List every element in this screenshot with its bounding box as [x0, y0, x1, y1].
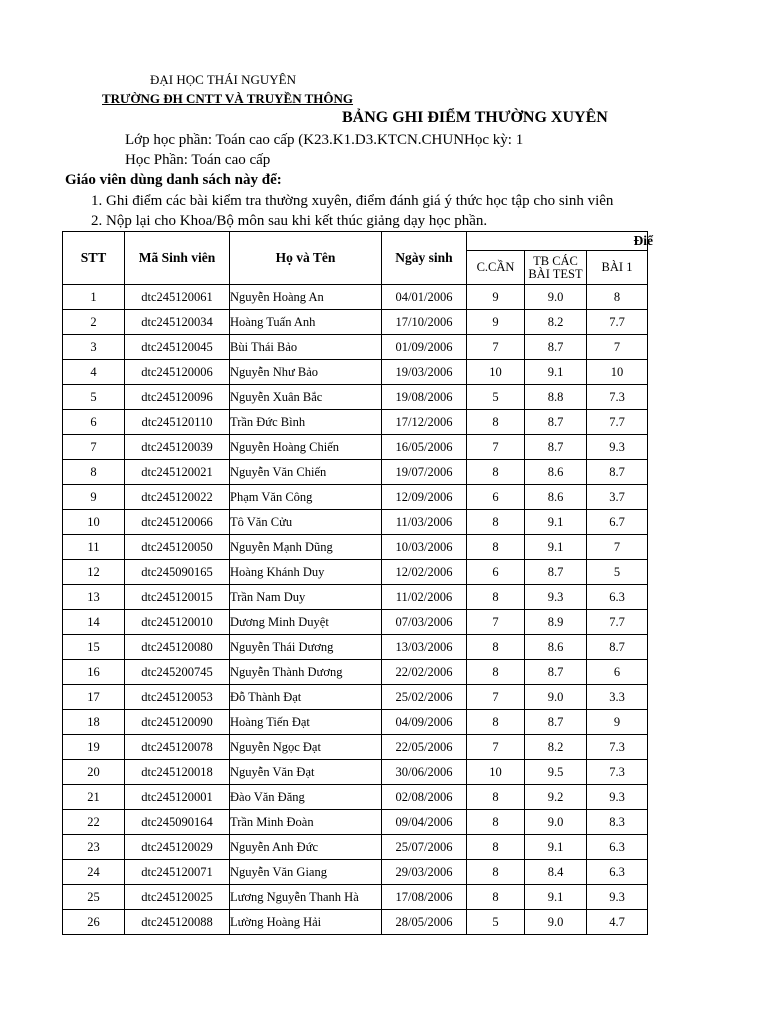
cell-student-id: dtc245120090 — [125, 710, 230, 735]
table-row — [63, 860, 648, 885]
cell-ccan: 7 — [467, 735, 525, 760]
table-row — [63, 285, 648, 310]
cell-dob: 12/09/2006 — [382, 485, 467, 510]
table-row — [63, 735, 648, 760]
cell-bai1: 4.7 — [587, 910, 648, 935]
header-name: Họ và Tên — [230, 232, 382, 285]
cell-bai1: 6.7 — [587, 510, 648, 535]
table-row — [63, 885, 648, 910]
cell-student-id: dtc245120015 — [125, 585, 230, 610]
table-row — [63, 910, 648, 935]
cell-name: Dương Minh Duyệt — [230, 610, 382, 635]
cell-ccan: 6 — [467, 560, 525, 585]
cell-student-id: dtc245120045 — [125, 335, 230, 360]
cell-stt: 12 — [63, 560, 125, 585]
cell-dob: 17/10/2006 — [382, 310, 467, 335]
cell-dob: 25/07/2006 — [382, 835, 467, 860]
cell-ccan: 9 — [467, 285, 525, 310]
cell-ccan: 8 — [467, 635, 525, 660]
table-row — [63, 760, 648, 785]
cell-ccan: 8 — [467, 460, 525, 485]
cell-student-id: dtc245120061 — [125, 285, 230, 310]
cell-bai1: 7.7 — [587, 410, 648, 435]
cell-name: Tô Văn Cửu — [230, 510, 382, 535]
cell-tb-test: 8.6 — [525, 635, 587, 660]
cell-name: Hoàng Tuấn Anh — [230, 310, 382, 335]
cell-bai1: 9.3 — [587, 785, 648, 810]
cell-stt: 20 — [63, 760, 125, 785]
cell-tb-test: 9.0 — [525, 285, 587, 310]
table-row — [63, 835, 648, 860]
cell-name: Nguyễn Thành Dương — [230, 660, 382, 685]
table-row — [63, 485, 648, 510]
header-dob: Ngày sinh — [382, 232, 467, 285]
instructions-heading: Giáo viên dùng danh sách này để: — [65, 172, 282, 188]
cell-tb-test: 8.4 — [525, 860, 587, 885]
header-tb-line2: BÀI TEST — [528, 266, 583, 281]
cell-stt: 4 — [63, 360, 125, 385]
cell-student-id: dtc245120010 — [125, 610, 230, 635]
cell-bai1: 9.3 — [587, 435, 648, 460]
cell-stt: 2 — [63, 310, 125, 335]
cell-stt: 7 — [63, 435, 125, 460]
cell-ccan: 8 — [467, 885, 525, 910]
cell-name: Trần Nam Duy — [230, 585, 382, 610]
cell-student-id: dtc245120053 — [125, 685, 230, 710]
table-row — [63, 685, 648, 710]
cell-name: Phạm Văn Công — [230, 485, 382, 510]
cell-dob: 02/08/2006 — [382, 785, 467, 810]
cell-bai1: 7 — [587, 335, 648, 360]
university-name: ĐẠI HỌC THÁI NGUYÊN — [150, 72, 296, 87]
cell-dob: 29/03/2006 — [382, 860, 467, 885]
table-row — [63, 310, 648, 335]
cell-ccan: 7 — [467, 685, 525, 710]
table-row — [63, 710, 648, 735]
cell-name: Nguyễn Mạnh Dũng — [230, 535, 382, 560]
cell-tb-test: 9.0 — [525, 685, 587, 710]
cell-dob: 04/09/2006 — [382, 710, 467, 735]
cell-ccan: 5 — [467, 385, 525, 410]
table-row — [63, 460, 648, 485]
cell-bai1: 10 — [587, 360, 648, 385]
cell-student-id: dtc245120006 — [125, 360, 230, 385]
cell-name: Nguyễn Văn Chiến — [230, 460, 382, 485]
cell-dob: 22/05/2006 — [382, 735, 467, 760]
cell-ccan: 8 — [467, 810, 525, 835]
header-stt: STT — [63, 232, 125, 285]
instruction-item: 1. Ghi điểm các bài kiểm tra thường xuyên, điểm đánh giá ý thức học tập cho sinh viên — [91, 193, 614, 209]
cell-ccan: 10 — [467, 360, 525, 385]
cell-stt: 15 — [63, 635, 125, 660]
cell-bai1: 5 — [587, 560, 648, 585]
cell-bai1: 7.3 — [587, 760, 648, 785]
header-bai1: BÀI 1 — [587, 251, 648, 285]
cell-dob: 30/06/2006 — [382, 760, 467, 785]
cell-ccan: 7 — [467, 335, 525, 360]
cell-bai1: 7.3 — [587, 385, 648, 410]
cell-student-id: dtc245090165 — [125, 560, 230, 585]
table-row — [63, 585, 648, 610]
cell-tb-test: 8.7 — [525, 560, 587, 585]
cell-ccan: 8 — [467, 710, 525, 735]
cell-stt: 19 — [63, 735, 125, 760]
cell-stt: 13 — [63, 585, 125, 610]
cell-student-id: dtc245120096 — [125, 385, 230, 410]
cell-bai1: 6.3 — [587, 835, 648, 860]
header-tb-line1: TB CÁC — [533, 253, 578, 268]
cell-bai1: 7.7 — [587, 310, 648, 335]
cell-stt: 18 — [63, 710, 125, 735]
cell-tb-test: 9.0 — [525, 910, 587, 935]
cell-dob: 04/01/2006 — [382, 285, 467, 310]
cell-bai1: 8.7 — [587, 460, 648, 485]
cell-dob: 19/03/2006 — [382, 360, 467, 385]
cell-name: Nguyễn Văn Giang — [230, 860, 382, 885]
cell-student-id: dtc245120050 — [125, 535, 230, 560]
cell-bai1: 9.3 — [587, 885, 648, 910]
table-row — [63, 385, 648, 410]
cell-ccan: 7 — [467, 610, 525, 635]
cell-dob: 12/02/2006 — [382, 560, 467, 585]
cell-stt: 14 — [63, 610, 125, 635]
cell-dob: 28/05/2006 — [382, 910, 467, 935]
table-row — [63, 360, 648, 385]
cell-dob: 19/08/2006 — [382, 385, 467, 410]
cell-dob: 17/08/2006 — [382, 885, 467, 910]
cell-ccan: 7 — [467, 435, 525, 460]
cell-student-id: dtc245120001 — [125, 785, 230, 810]
cell-student-id: dtc245120080 — [125, 635, 230, 660]
cell-name: Đỗ Thành Đạt — [230, 685, 382, 710]
cell-dob: 22/02/2006 — [382, 660, 467, 685]
class-info: Lớp học phần: Toán cao cấp (K23.K1.D3.KTCN.CHUNHọc kỳ: 1 — [125, 132, 524, 148]
cell-student-id: dtc245120088 — [125, 910, 230, 935]
table-row — [63, 635, 648, 660]
cell-tb-test: 9.1 — [525, 835, 587, 860]
cell-name: Đào Văn Đăng — [230, 785, 382, 810]
table-row — [63, 335, 648, 360]
cell-stt: 8 — [63, 460, 125, 485]
cell-tb-test: 8.7 — [525, 710, 587, 735]
cell-student-id: dtc245120078 — [125, 735, 230, 760]
cell-name: Bùi Thái Bảo — [230, 335, 382, 360]
cell-name: Trần Đức Bình — [230, 410, 382, 435]
cell-dob: 11/02/2006 — [382, 585, 467, 610]
cell-bai1: 7 — [587, 535, 648, 560]
cell-stt: 1 — [63, 285, 125, 310]
cell-name: Nguyễn Anh Đức — [230, 835, 382, 860]
cell-student-id: dtc245200745 — [125, 660, 230, 685]
table-row — [63, 810, 648, 835]
table-row — [63, 535, 648, 560]
cell-dob: 19/07/2006 — [382, 460, 467, 485]
cell-stt: 24 — [63, 860, 125, 885]
cell-bai1: 7.3 — [587, 735, 648, 760]
cell-stt: 22 — [63, 810, 125, 835]
cell-student-id: dtc245120029 — [125, 835, 230, 860]
cell-tb-test: 9.1 — [525, 360, 587, 385]
cell-stt: 17 — [63, 685, 125, 710]
cell-stt: 25 — [63, 885, 125, 910]
header-tb-test — [525, 251, 587, 285]
cell-student-id: dtc245120022 — [125, 485, 230, 510]
cell-ccan: 8 — [467, 510, 525, 535]
cell-student-id: dtc245120066 — [125, 510, 230, 535]
cell-bai1: 3.7 — [587, 485, 648, 510]
table-body — [63, 285, 648, 935]
cell-dob: 13/03/2006 — [382, 635, 467, 660]
cell-stt: 5 — [63, 385, 125, 410]
cell-tb-test: 8.8 — [525, 385, 587, 410]
cell-tb-test: 8.6 — [525, 460, 587, 485]
cell-bai1: 9 — [587, 710, 648, 735]
cell-bai1: 7.7 — [587, 610, 648, 635]
table-row — [63, 610, 648, 635]
cell-stt: 26 — [63, 910, 125, 935]
cell-student-id: dtc245120110 — [125, 410, 230, 435]
cell-name: Nguyễn Như Bảo — [230, 360, 382, 385]
cell-student-id: dtc245090164 — [125, 810, 230, 835]
table-row — [63, 435, 648, 460]
cell-tb-test: 9.1 — [525, 535, 587, 560]
cell-student-id: dtc245120025 — [125, 885, 230, 910]
cell-ccan: 8 — [467, 785, 525, 810]
cell-tb-test: 9.1 — [525, 885, 587, 910]
cell-name: Nguyễn Thái Dương — [230, 635, 382, 660]
cell-tb-test: 9.5 — [525, 760, 587, 785]
cell-tb-test: 8.2 — [525, 310, 587, 335]
cell-name: Hoàng Khánh Duy — [230, 560, 382, 585]
cell-student-id: dtc245120018 — [125, 760, 230, 785]
cell-ccan: 8 — [467, 860, 525, 885]
cell-tb-test: 8.7 — [525, 335, 587, 360]
cell-bai1: 8.3 — [587, 810, 648, 835]
cell-ccan: 8 — [467, 835, 525, 860]
school-name: TRƯỜNG ĐH CNTT VÀ TRUYỀN THÔNG — [102, 91, 354, 106]
cell-student-id: dtc245120071 — [125, 860, 230, 885]
table-row — [63, 560, 648, 585]
table-row — [63, 410, 648, 435]
cell-bai1: 6 — [587, 660, 648, 685]
cell-student-id: dtc245120021 — [125, 460, 230, 485]
cell-name: Nguyễn Xuân Bắc — [230, 385, 382, 410]
cell-stt: 6 — [63, 410, 125, 435]
cell-stt: 11 — [63, 535, 125, 560]
cell-stt: 21 — [63, 785, 125, 810]
cell-name: Hoàng Tiến Đạt — [230, 710, 382, 735]
cell-tb-test: 8.9 — [525, 610, 587, 635]
grade-table — [62, 231, 654, 935]
subject-info: Học Phần: Toán cao cấp — [125, 152, 271, 168]
cell-name: Nguyễn Hoàng An — [230, 285, 382, 310]
cell-bai1: 6.3 — [587, 860, 648, 885]
document-title: BẢNG GHI ĐIỂM THƯỜNG XUYÊN — [342, 109, 608, 126]
header-score-group — [467, 232, 654, 251]
cell-bai1: 8.7 — [587, 635, 648, 660]
cell-name: Nguyễn Ngọc Đạt — [230, 735, 382, 760]
cell-ccan: 8 — [467, 660, 525, 685]
cell-dob: 17/12/2006 — [382, 410, 467, 435]
cell-bai1: 6.3 — [587, 585, 648, 610]
cell-ccan: 5 — [467, 910, 525, 935]
cell-student-id: dtc245120034 — [125, 310, 230, 335]
cell-tb-test: 8.2 — [525, 735, 587, 760]
cell-tb-test: 8.7 — [525, 435, 587, 460]
cell-stt: 10 — [63, 510, 125, 535]
table-row — [63, 660, 648, 685]
cell-dob: 11/03/2006 — [382, 510, 467, 535]
cell-name: Lường Hoàng Hải — [230, 910, 382, 935]
cell-name: Lương Nguyễn Thanh Hà — [230, 885, 382, 910]
header-student-id: Mã Sinh viên — [125, 232, 230, 285]
cell-ccan: 8 — [467, 410, 525, 435]
cell-bai1: 8 — [587, 285, 648, 310]
cell-dob: 10/03/2006 — [382, 535, 467, 560]
cell-tb-test: 8.7 — [525, 410, 587, 435]
cell-name: Nguyễn Hoàng Chiến — [230, 435, 382, 460]
instruction-item: 2. Nộp lại cho Khoa/Bộ môn sau khi kết thúc giảng dạy học phần. — [91, 213, 488, 229]
cell-stt: 23 — [63, 835, 125, 860]
table-row — [63, 785, 648, 810]
cell-ccan: 8 — [467, 585, 525, 610]
cell-tb-test: 8.7 — [525, 660, 587, 685]
cell-dob: 25/02/2006 — [382, 685, 467, 710]
cell-tb-test: 9.1 — [525, 510, 587, 535]
cell-student-id: dtc245120039 — [125, 435, 230, 460]
cell-stt: 3 — [63, 335, 125, 360]
cell-bai1: 3.3 — [587, 685, 648, 710]
cell-ccan: 6 — [467, 485, 525, 510]
cell-ccan: 10 — [467, 760, 525, 785]
cell-dob: 01/09/2006 — [382, 335, 467, 360]
cell-dob: 09/04/2006 — [382, 810, 467, 835]
header-ccan: C.CẦN — [467, 251, 525, 285]
cell-stt: 16 — [63, 660, 125, 685]
cell-tb-test: 9.3 — [525, 585, 587, 610]
cell-dob: 16/05/2006 — [382, 435, 467, 460]
cell-name: Trần Minh Đoàn — [230, 810, 382, 835]
header-score-group-label: Điể — [633, 233, 654, 248]
cell-name: Nguyễn Văn Đạt — [230, 760, 382, 785]
cell-stt: 9 — [63, 485, 125, 510]
cell-tb-test: 9.2 — [525, 785, 587, 810]
cell-dob: 07/03/2006 — [382, 610, 467, 635]
cell-tb-test: 8.6 — [525, 485, 587, 510]
cell-tb-test: 9.0 — [525, 810, 587, 835]
cell-ccan: 9 — [467, 310, 525, 335]
table-row — [63, 510, 648, 535]
cell-ccan: 8 — [467, 535, 525, 560]
